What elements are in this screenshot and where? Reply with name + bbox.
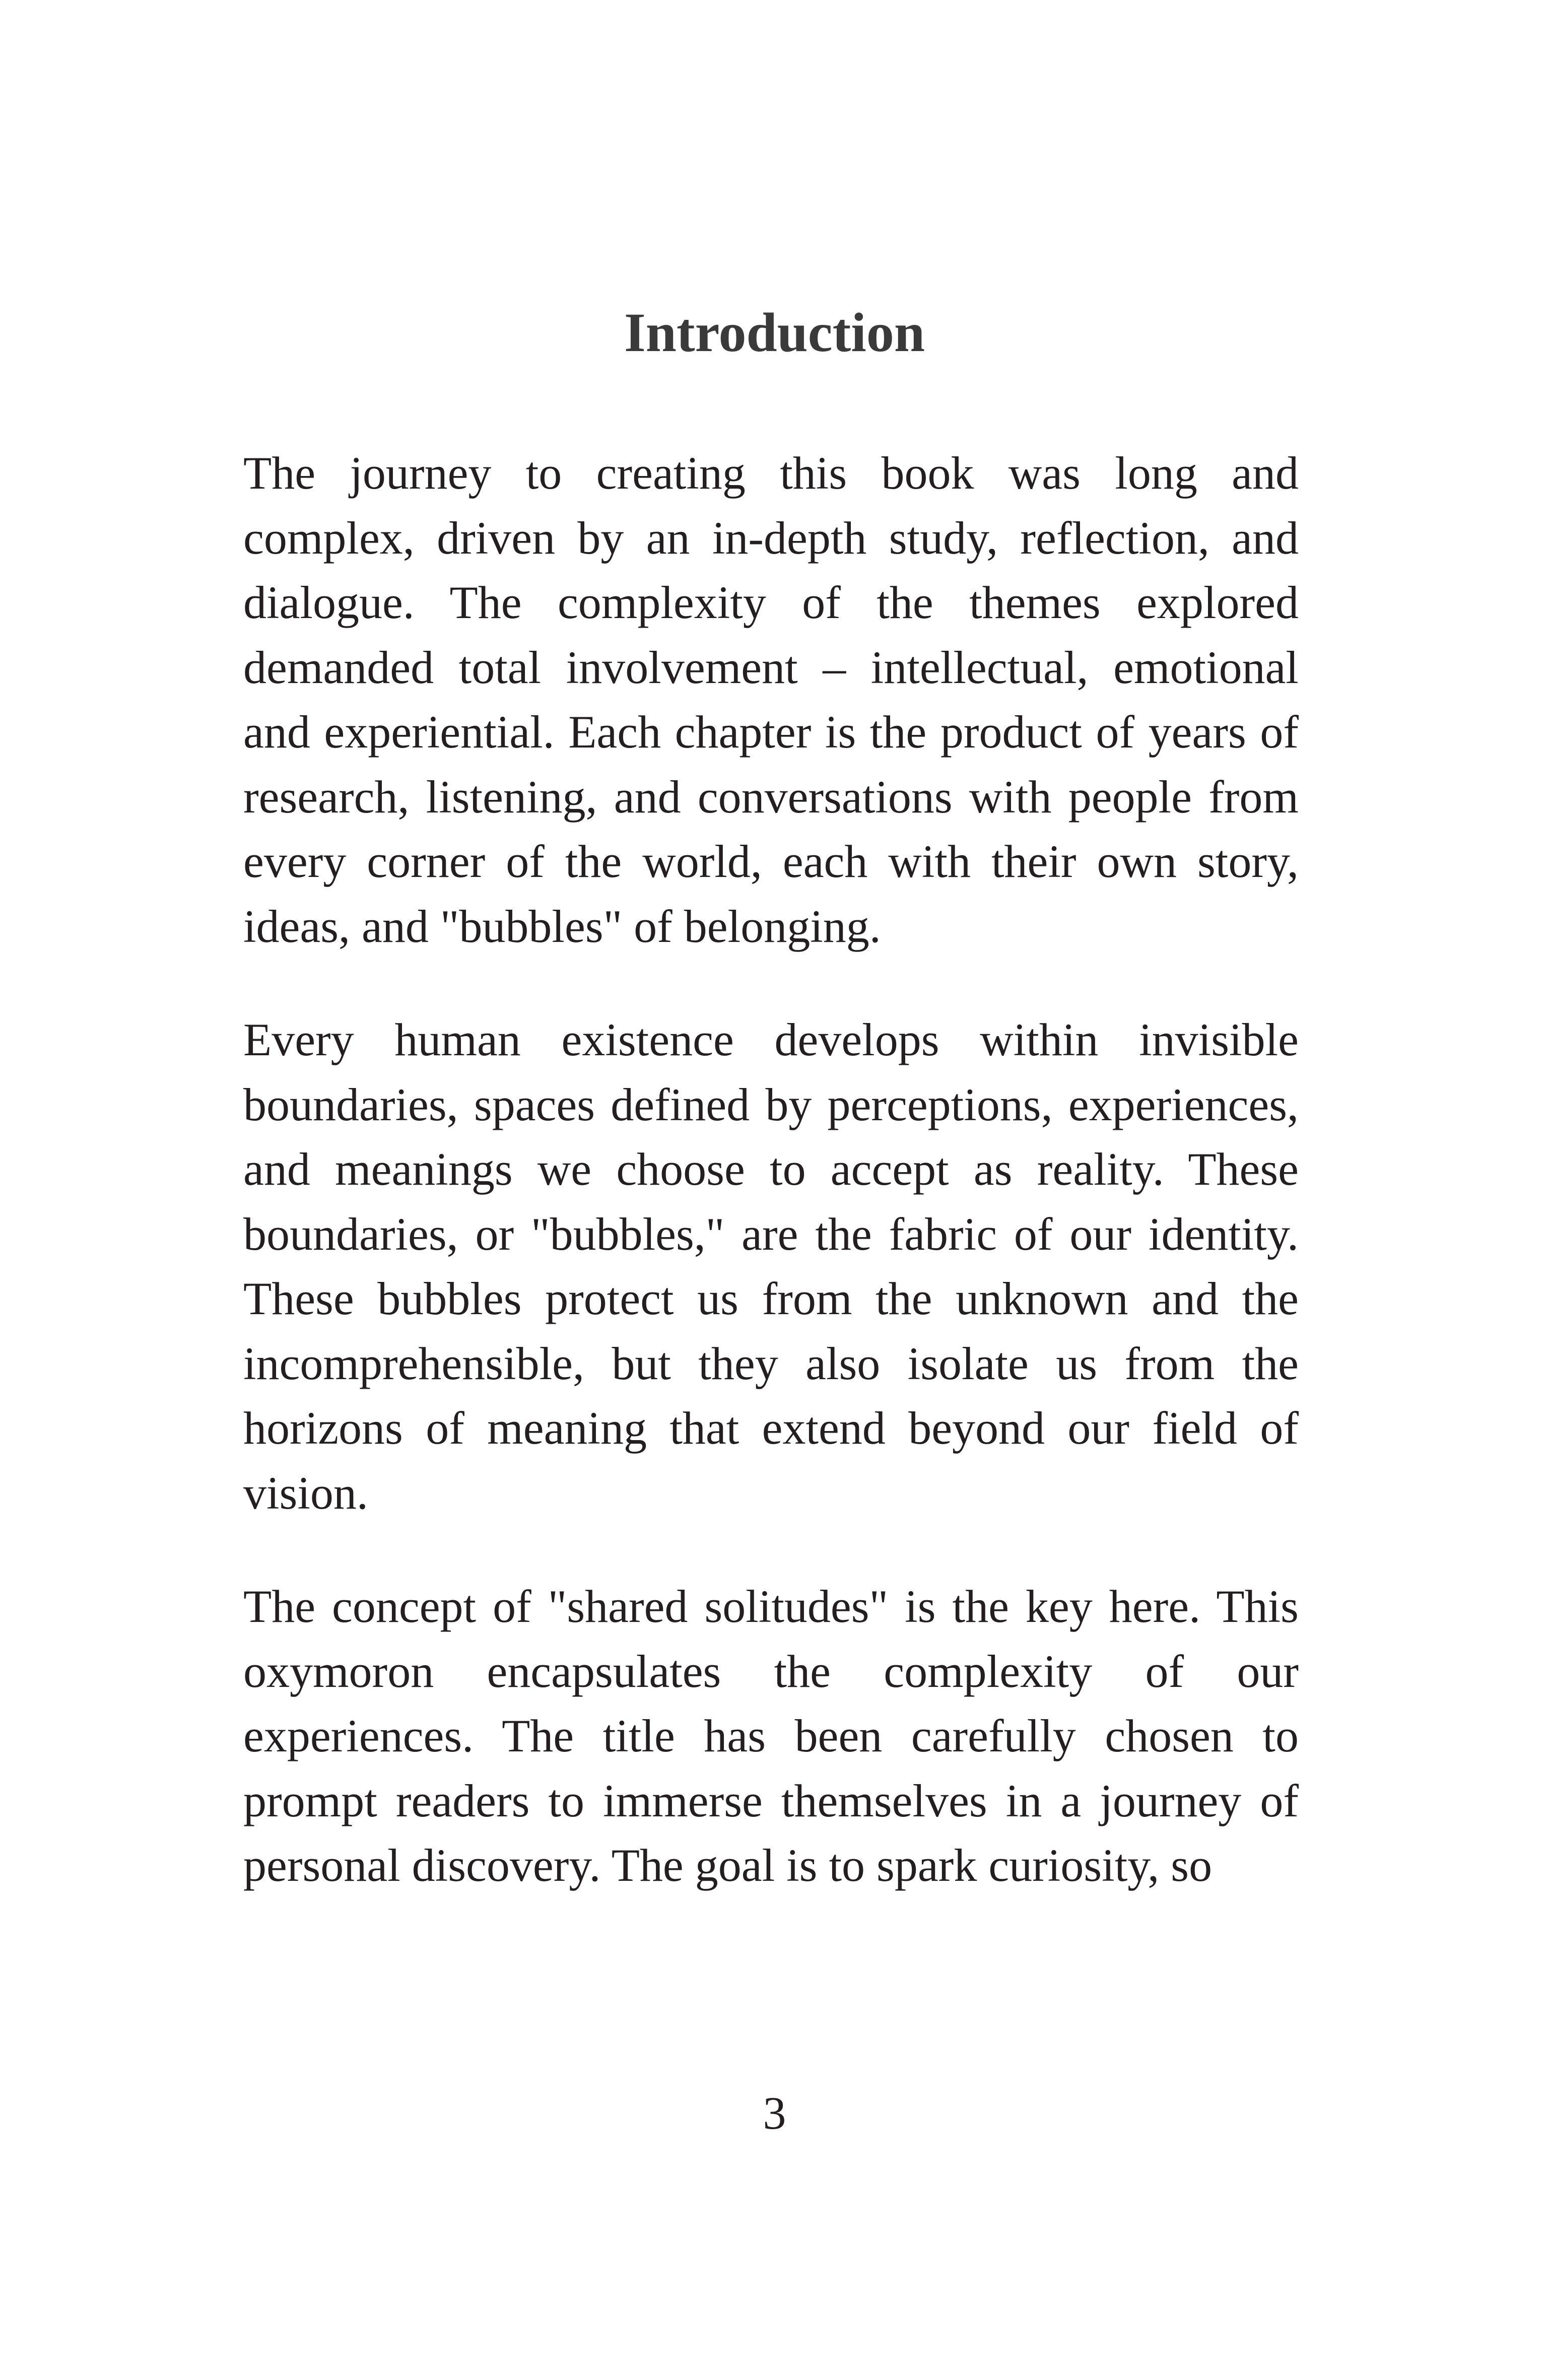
chapter-title: Introduction bbox=[624, 302, 925, 363]
body-text bbox=[243, 441, 1299, 1947]
paragraph-1: The journey to creating this book was long and complex, driven by an in-depth study, reflection, and dialogue. The complexity of the themes explored demanded total involvement – intellectual, emotional and experiential. Each chapter is the product of years of research, listening, and conversations with people from every corner of the world, each with their own story, ideas, and "bubbles" of belonging. bbox=[243, 447, 1299, 952]
paragraph-2: Every human existence develops within invisible boundaries, spaces defined by perceptions, experiences, and meanings we choose to accept as reality. These boundaries, or "bubbles," are the fabric of our identity. These bubbles protect us from the unknown and the incomprehensible, but they also isolate us from the horizons of meaning that extend beyond our field of vision. bbox=[243, 1014, 1299, 1519]
paragraph-3: The concept of "shared solitudes" is the key here. This oxymoron encapsulates the complexity of our experiences. The title has been carefully chosen to prompt readers to immerse themselves in a journey of personal discovery. The goal is to spark curiosity, so bbox=[243, 1581, 1299, 1891]
page-number: 3 bbox=[763, 2087, 786, 2139]
